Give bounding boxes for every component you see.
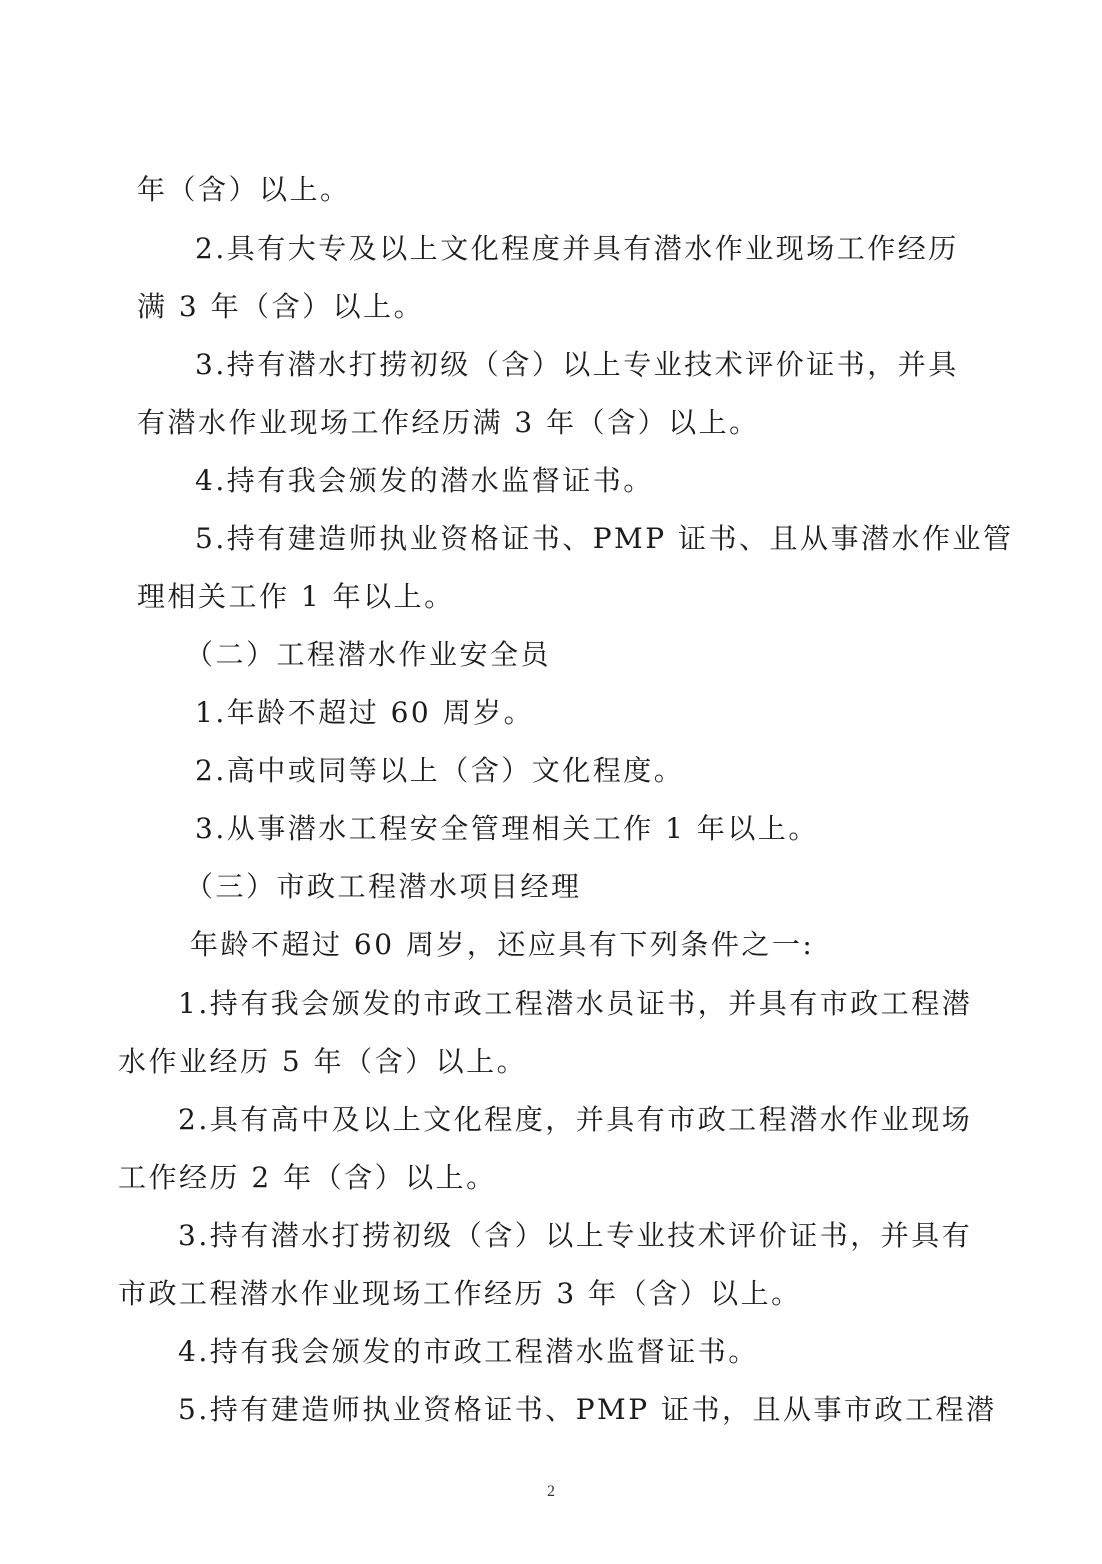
text-line: 2.具有大专及以上文化程度并具有潜水作业现场工作经历	[195, 232, 959, 265]
text-line: 5.持有建造师执业资格证书、PMP 证书，且从事市政工程潜	[178, 1393, 997, 1426]
text-line: 满 3 年（含）以上。	[137, 290, 425, 323]
text-line: 市政工程潜水作业现场工作经历 3 年（含）以上。	[118, 1277, 802, 1310]
text-line: 年龄不超过 60 周岁，还应具有下列条件之一:	[190, 928, 815, 961]
text-line: 理相关工作 1 年以上。	[137, 580, 455, 613]
text-line: 1.年龄不超过 60 周岁。	[195, 696, 535, 729]
page-number: 2	[547, 1483, 555, 1500]
text-line: 年（含）以上。	[137, 173, 351, 206]
text-line: 工作经历 2 年（含）以上。	[118, 1161, 497, 1194]
text-line: 3.持有潜水打捞初级（含）以上专业技术评价证书，并具	[195, 348, 959, 381]
text-line: 3.持有潜水打捞初级（含）以上专业技术评价证书，并具有	[178, 1219, 973, 1252]
text-line: 4.持有我会颁发的潜水监督证书。	[195, 464, 654, 497]
text-line: 3.从事潜水工程安全管理相关工作 1 年以上。	[195, 812, 819, 845]
text-line: 有潜水作业现场工作经历满 3 年（含）以上。	[137, 406, 760, 439]
section-heading: （三）市政工程潜水项目经理	[185, 870, 582, 903]
text-line: 2.具有高中及以上文化程度，并具有市政工程潜水作业现场	[178, 1103, 973, 1136]
section-heading: （二）工程潜水作业安全员	[185, 638, 552, 671]
text-line: 4.持有我会颁发的市政工程潜水监督证书。	[178, 1335, 759, 1368]
text-line: 水作业经历 5 年（含）以上。	[118, 1045, 528, 1078]
text-line: 2.高中或同等以上（含）文化程度。	[195, 754, 685, 787]
text-line: 1.持有我会颁发的市政工程潜水员证书，并具有市政工程潜	[178, 987, 973, 1020]
text-line: 5.持有建造师执业资格证书、PMP 证书、且从事潜水作业管	[195, 522, 1014, 555]
